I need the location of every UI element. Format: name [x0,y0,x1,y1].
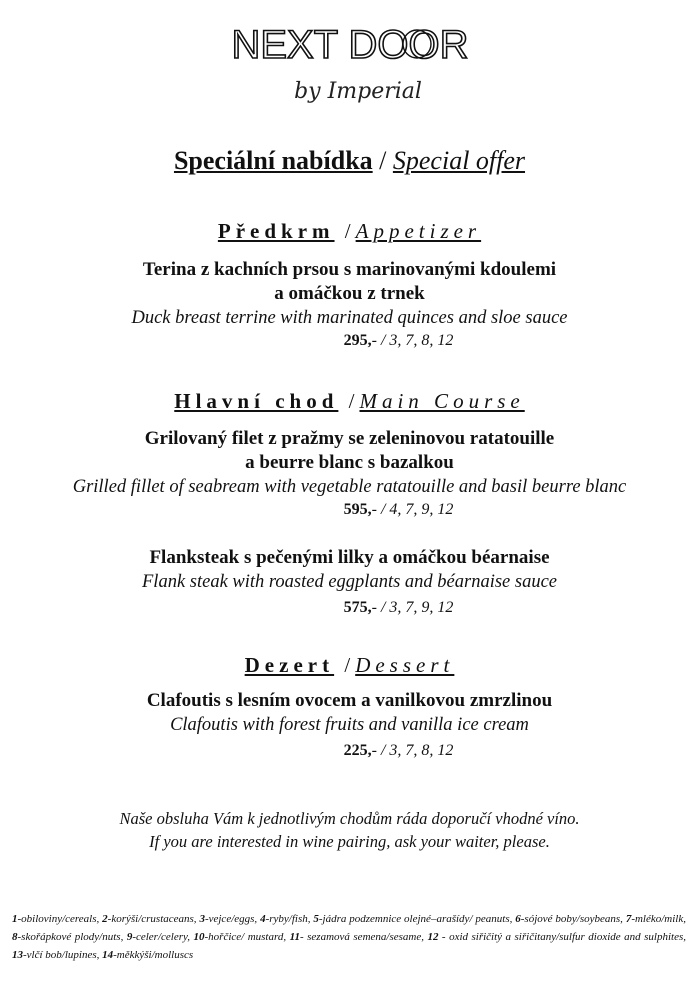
allergen-label: -měkkýši/molluscs [113,949,194,961]
dish-terrine-price [0,330,699,352]
allergen-number: 3 [199,913,205,925]
allergen-label: -skořápkové plody/nuts, [17,931,127,943]
allergen-label: -korýši/crustaceans, [107,913,200,925]
section-main-cz: Hlavní chod [174,389,339,413]
section-main-sep: / [338,389,360,413]
price-value: 575, [343,599,372,616]
allergen-number: 9 [126,931,133,943]
allergen-label: -jádra podzemnice olejné–arašídy/ peanuts, [318,913,516,925]
dish-terrine [0,258,699,352]
dish-clafoutis-en: Clafoutis with forest fruits and vanilla ice cream [170,715,529,735]
allergen-number: 12 [427,931,439,943]
allergen-number: 7 [625,913,632,925]
dish-seabream-cz-2: a beurre blanc s bazalkou [245,452,454,473]
price-value: 225, [343,742,372,759]
section-dessert-en: Dessert [355,653,455,677]
allergen-label: -vejce/eggs, [204,913,261,925]
section-appetizer-en: Appetizer [355,219,482,243]
dish-flanksteak-price [0,597,699,619]
allergen-label: - oxid siřičitý a siřičitany/sulfur dioxide and sulphites, [438,931,686,943]
dish-seabream-en: Grilled fillet of seabream with vegetable ratatouille and basil beurre blanc [72,477,627,497]
price-value: 295, [343,332,372,349]
allergen-number: 13 [12,949,23,961]
dish-seabream-cz-1: Grilovaný filet z pražmy se zeleninovou ratatouille [144,428,555,449]
price-allergens: - / 3, 7, 9, 12 [371,599,454,616]
allergen-number: 4 [260,913,266,925]
section-dessert-sep: / [334,653,356,677]
allergen-number: 10 [193,931,205,943]
allergen-label: -mléko/milk, [631,913,686,925]
price-value: 595, [343,501,372,518]
title-en: Special offer [392,146,526,175]
wine-note-cz: Naše obsluha Vám k jednotlivým chodům ráda doporučí vhodné víno. [119,809,580,828]
page-title [0,146,699,176]
dish-terrine-cz-1: Terina z kachních prsou s marinovanými kdoulemi [142,259,557,280]
section-dessert-cz: Dezert [244,653,335,677]
allergen-label: -obiloviny/cereals, [17,913,103,925]
logo [0,22,699,122]
section-appetizer-cz: Předkrm [217,219,335,243]
dish-clafoutis-cz: Clafoutis s lesním ovocem a vanilkovou zmrzlinou [146,690,553,711]
dish-terrine-en: Duck breast terrine with marinated quinces and sloe sauce [131,308,568,328]
dish-seabream-price [0,499,699,521]
logo-brand: NEXT DOOR [230,23,469,67]
section-dessert [0,653,699,678]
dish-flanksteak [0,546,699,619]
dish-seabream [0,427,699,521]
section-main-en: Main Course [359,389,525,413]
section-appetizer-sep: / [334,219,356,243]
logo-sub: by Imperial [293,79,422,104]
allergen-label: -celer/celery, [132,931,194,943]
allergen-label: -hořčice/ mustard, [204,931,290,943]
allergen-number: 6 [515,913,521,925]
dish-flanksteak-cz: Flanksteak s pečenými lilky a omáčkou béarnaise [149,547,550,568]
section-main [0,389,699,414]
dish-flanksteak-en: Flank steak with roasted eggplants and béarnaise sauce [142,572,557,592]
allergen-number: 11 [289,931,300,943]
allergen-label: - sezamová semena/sesame, [300,931,428,943]
price-allergens: - / 4, 7, 9, 12 [371,501,454,518]
allergen-label: -vlčí bob/lupines, [23,949,103,961]
allergen-number: 8 [12,931,18,943]
allergen-number: 2 [102,913,108,925]
allergen-number: 14 [102,949,114,961]
dish-clafoutis [0,689,699,762]
wine-note-en: If you are interested in wine pairing, ask your waiter, please. [149,832,550,851]
wine-note [0,807,699,853]
dish-terrine-cz-2: a omáčkou z trnek [274,283,425,304]
title-sep: / [372,146,393,175]
price-allergens: - / 3, 7, 8, 12 [371,332,454,349]
price-allergens: - / 3, 7, 8, 12 [371,742,454,759]
section-appetizer [0,219,699,244]
allergen-number: 5 [313,913,319,925]
allergen-label: -ryby/fish, [265,913,314,925]
allergen-legend [12,910,686,964]
allergen-number: 1 [12,913,18,925]
title-cz: Speciální nabídka [173,146,373,175]
allergen-label: -sójové boby/soybeans, [520,913,626,925]
dish-clafoutis-price [0,740,699,762]
next-door-logo [230,22,470,122]
